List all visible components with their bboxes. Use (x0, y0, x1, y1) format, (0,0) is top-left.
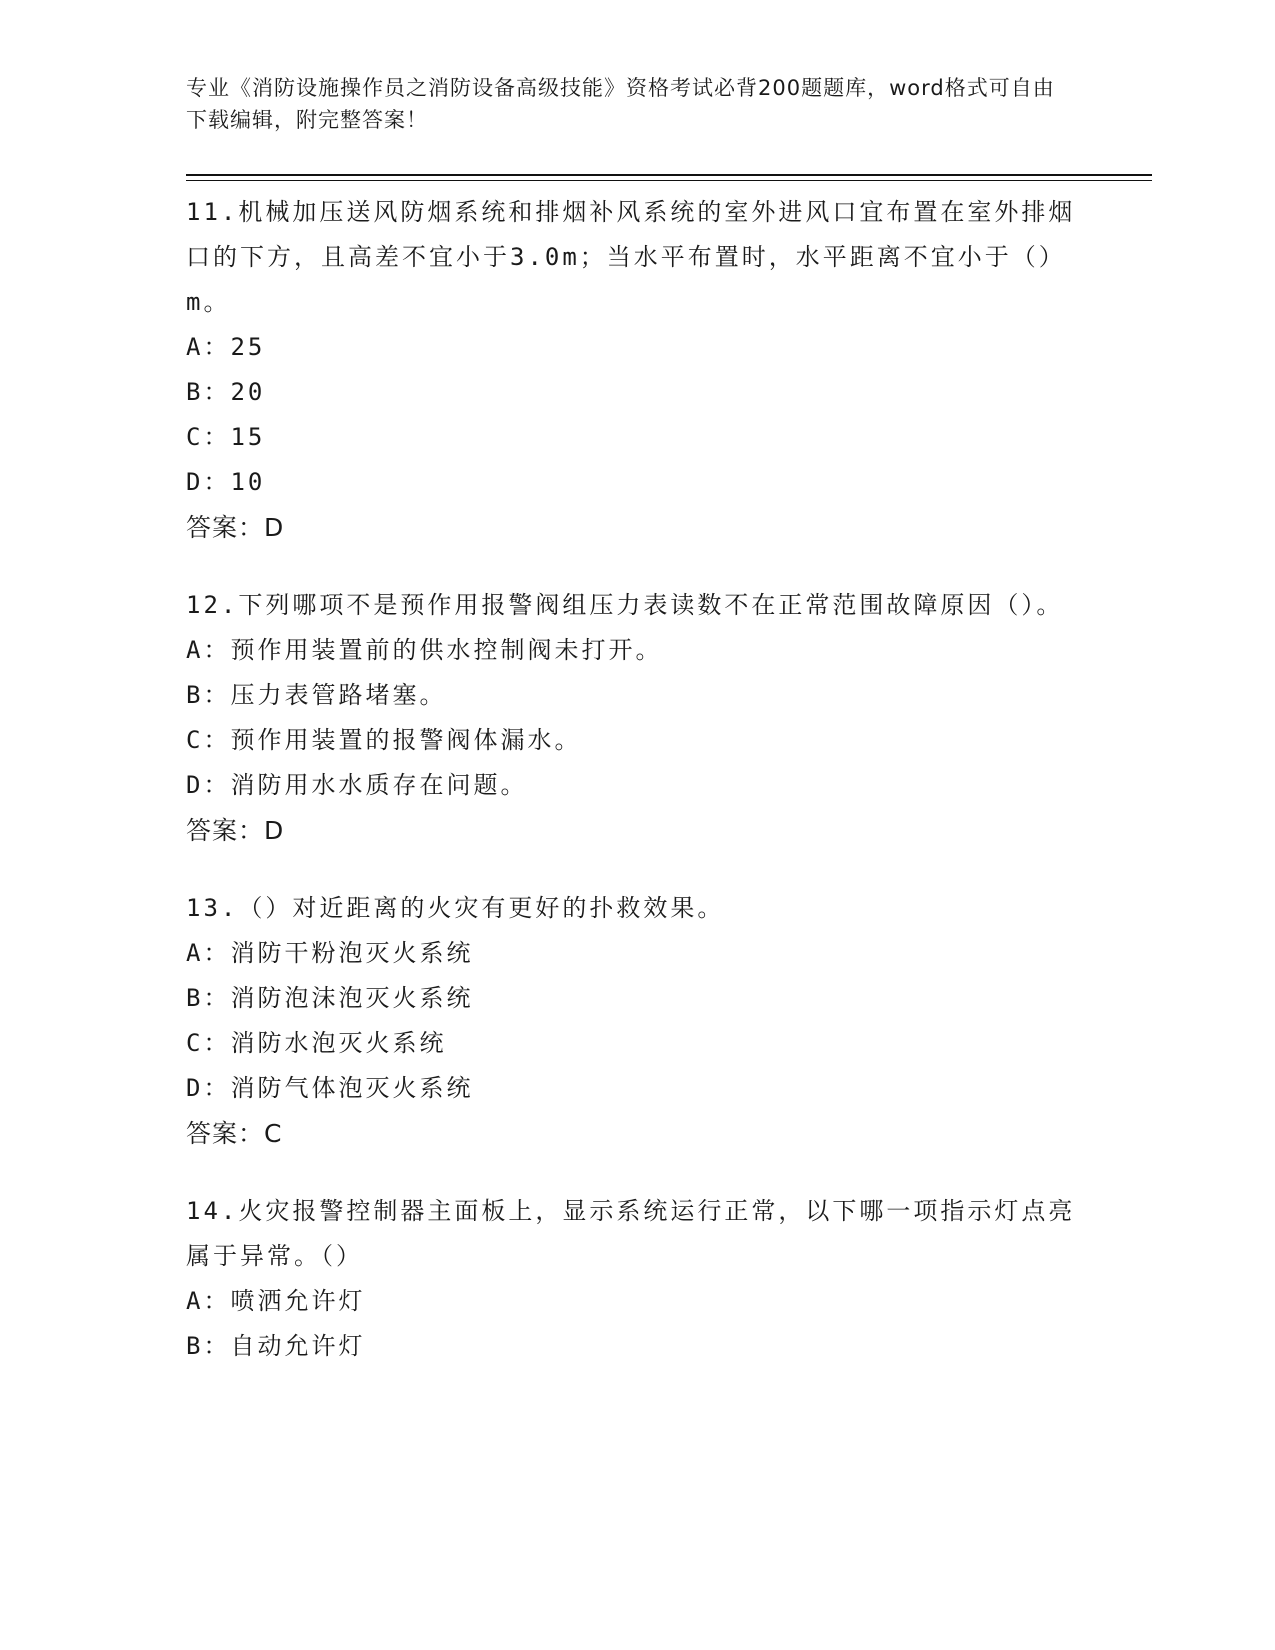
option-b: B：压力表管路堵塞。 (186, 681, 447, 709)
question-stem: 14.火灾报警控制器主面板上，显示系统运行正常，以下哪一项指示灯点亮属于异常。（） (186, 1197, 1076, 1270)
option-c: C：15 (186, 423, 266, 451)
answer-label: 答案：D (186, 513, 285, 542)
question-11 (186, 190, 1076, 550)
question-stem: 11.机械加压送风防烟系统和排烟补风系统的室外进风口宜布置在室外排烟口的下方，且高差不宜小于3.0m；当水平布置时，水平距离不宜小于（）m。 (186, 198, 1076, 316)
header-rule-thick (186, 174, 1152, 176)
option-c: C：预作用装置的报警阀体漏水。 (186, 726, 582, 754)
option-c: C：消防水泡灭火系统 (186, 1029, 447, 1057)
option-b: B：自动允许灯 (186, 1332, 366, 1360)
option-a: A：喷洒允许灯 (186, 1287, 366, 1315)
option-b: B：消防泡沫泡灭火系统 (186, 984, 474, 1012)
question-14 (186, 1189, 1076, 1369)
option-d: D：消防气体泡灭火系统 (186, 1074, 474, 1102)
option-b: B：20 (186, 378, 266, 406)
header-rule-thin (186, 180, 1152, 181)
document-header: 专业《消防设施操作员之消防设备高级技能》资格考试必背200题题库，word格式可自由下载编辑，附完整答案！ (186, 76, 1055, 132)
question-stem: 12.下列哪项不是预作用报警阀组压力表读数不在正常范围故障原因（）。 (186, 591, 1064, 619)
question-12 (186, 583, 1076, 853)
option-d: D：10 (186, 468, 266, 496)
question-13 (186, 886, 1076, 1156)
option-d: D：消防用水水质存在问题。 (186, 771, 528, 799)
option-a: A：消防干粉泡灭火系统 (186, 939, 474, 967)
option-a: A：25 (186, 333, 266, 361)
question-list (186, 190, 1076, 1402)
question-stem: 13.（）对近距离的火灾有更好的扑救效果。 (186, 894, 725, 922)
option-a: A：预作用装置前的供水控制阀未打开。 (186, 636, 663, 664)
answer-label: 答案：D (186, 816, 285, 845)
answer-label: 答案：C (186, 1119, 283, 1148)
